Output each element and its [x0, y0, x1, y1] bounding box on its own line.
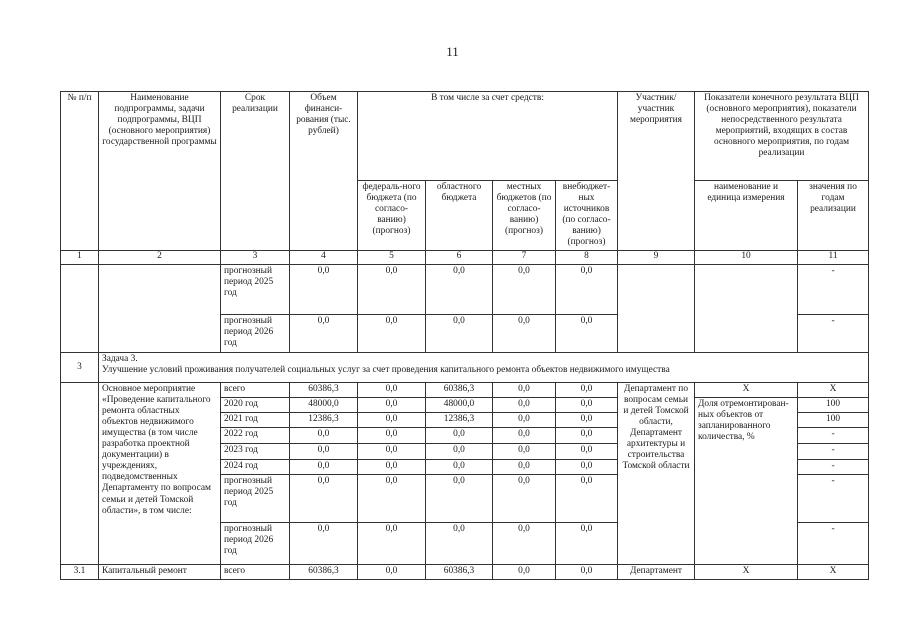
indicator-cell: Х: [695, 564, 798, 579]
header-name: Наименование подпрограммы, задачи подпрограммы, ВЦП (основного мероприятия) государственной программы: [99, 92, 221, 251]
extra-cell: 0,0: [556, 564, 618, 579]
table-row: [61, 382, 869, 397]
extra-cell: 0,0: [556, 522, 618, 564]
period-cell: 2020 год: [221, 397, 290, 412]
volume-cell: 60386,3: [290, 382, 358, 397]
page-number: 11: [446, 44, 459, 59]
period-cell: прогнозный период 2026 год: [221, 314, 290, 352]
empty-cell: [61, 264, 99, 352]
row-num: 3.1: [61, 564, 99, 579]
regional-cell: 0,0: [426, 522, 493, 564]
regional-cell: 48000,0: [426, 397, 493, 412]
col-num: 2: [99, 250, 221, 264]
regional-cell: 12386,3: [426, 412, 493, 427]
local-cell: 0,0: [493, 397, 556, 412]
value-cell: -: [798, 314, 869, 352]
federal-cell: 0,0: [358, 522, 426, 564]
empty-cell: [61, 382, 99, 564]
volume-cell: 12386,3: [290, 412, 358, 427]
indicator-cell: Х: [695, 382, 798, 397]
local-cell: 0,0: [493, 382, 556, 397]
local-cell: 0,0: [493, 474, 556, 522]
federal-cell: 0,0: [358, 397, 426, 412]
extra-cell: 0,0: [556, 382, 618, 397]
period-cell: всего: [221, 564, 290, 579]
value-cell: -: [798, 459, 869, 474]
value-cell: Х: [798, 382, 869, 397]
period-cell: прогнозный период 2026 год: [221, 522, 290, 564]
local-cell: 0,0: [493, 522, 556, 564]
local-cell: 0,0: [493, 314, 556, 352]
main-event-participant: Департамент по вопросам семьи и детей Томской области, Департамент архитектуры и строительства Томской области: [618, 382, 695, 564]
program-table: [60, 91, 869, 580]
empty-cell: [99, 264, 221, 352]
volume-cell: 0,0: [290, 459, 358, 474]
regional-cell: 0,0: [426, 474, 493, 522]
empty-cell: [695, 264, 798, 352]
volume-cell: 60386,3: [290, 564, 358, 579]
extra-cell: 0,0: [556, 443, 618, 459]
task-cell: [99, 352, 869, 382]
local-cell: 0,0: [493, 443, 556, 459]
period-cell: всего: [221, 382, 290, 397]
main-event-name: Основное мероприятие «Проведение капитального ремонта областных объектов недвижимого имущества (в том числе разработка проектной документации) в учреждениях, подведомственных Департаменту по вопросам семьи и детей Томской области», в том числе:: [99, 382, 221, 564]
value-cell: 100: [798, 397, 869, 412]
value-cell: 100: [798, 412, 869, 427]
col-num: 3: [221, 250, 290, 264]
federal-cell: 0,0: [358, 427, 426, 443]
column-numbers-row: [61, 250, 869, 264]
period-cell: 2022 год: [221, 427, 290, 443]
header-regional: областного бюджета: [426, 181, 493, 251]
participant-cell: Департамент: [618, 564, 695, 579]
value-cell: -: [798, 264, 869, 314]
regional-cell: 60386,3: [426, 564, 493, 579]
volume-cell: 0,0: [290, 443, 358, 459]
header-ind-values: значения по годам реализации: [798, 181, 869, 251]
col-num: 6: [426, 250, 493, 264]
local-cell: 0,0: [493, 264, 556, 314]
extra-cell: 0,0: [556, 397, 618, 412]
header-indicators: Показатели конечного результата ВЦП (основного мероприятия), показатели непосредственного результата мероприятий, входящих в состав основного мероприятия, по годам реализации: [695, 92, 869, 181]
header-volume: Объем финанси-рования (тыс. рублей): [290, 92, 358, 251]
header-ind-name: наименование и единица измерения: [695, 181, 798, 251]
header-row: [61, 92, 869, 181]
col-num: 4: [290, 250, 358, 264]
volume-cell: 0,0: [290, 474, 358, 522]
empty-cell: [618, 264, 695, 352]
col-num: 8: [556, 250, 618, 264]
volume-cell: 0,0: [290, 264, 358, 314]
table-row: [61, 264, 869, 314]
local-cell: 0,0: [493, 412, 556, 427]
regional-cell: 0,0: [426, 427, 493, 443]
task-text: Улучшение условий проживания получателей социальных услуг за счет проведения капитального ремонта объектов недвижимого имущества: [102, 364, 670, 375]
row-name: Капитальный ремонт: [99, 564, 221, 579]
task-num: 3: [61, 352, 99, 382]
federal-cell: 0,0: [358, 412, 426, 427]
local-cell: 0,0: [493, 459, 556, 474]
value-cell: -: [798, 427, 869, 443]
period-cell: 2023 год: [221, 443, 290, 459]
extra-cell: 0,0: [556, 459, 618, 474]
extra-cell: 0,0: [556, 474, 618, 522]
header-local: местных бюджетов (по согласо-ванию) (прогноз): [493, 181, 556, 251]
table-row: [61, 564, 869, 579]
regional-cell: 0,0: [426, 459, 493, 474]
header-extra: внебюджет-ных источников (по согласо-ванию) (прогноз): [556, 181, 618, 251]
task-title: Задача 3.: [102, 353, 138, 364]
header-federal: федераль-ного бюджета (по согласо-ванию) (прогноз): [358, 181, 426, 251]
federal-cell: 0,0: [358, 443, 426, 459]
federal-cell: 0,0: [358, 564, 426, 579]
col-num: 10: [695, 250, 798, 264]
volume-cell: 48000,0: [290, 397, 358, 412]
period-cell: 2021 год: [221, 412, 290, 427]
regional-cell: 0,0: [426, 314, 493, 352]
header-participant: Участник/ участник мероприятия: [618, 92, 695, 251]
federal-cell: 0,0: [358, 459, 426, 474]
period-cell: прогнозный период 2025 год: [221, 474, 290, 522]
col-num: 11: [798, 250, 869, 264]
task-row: [61, 352, 869, 382]
header-num: № п/п: [61, 92, 99, 251]
federal-cell: 0,0: [358, 314, 426, 352]
header-incl: В том числе за счет средств:: [358, 92, 618, 181]
local-cell: 0,0: [493, 564, 556, 579]
extra-cell: 0,0: [556, 427, 618, 443]
extra-cell: 0,0: [556, 412, 618, 427]
volume-cell: 0,0: [290, 427, 358, 443]
col-num: 9: [618, 250, 695, 264]
federal-cell: 0,0: [358, 382, 426, 397]
regional-cell: 0,0: [426, 443, 493, 459]
period-cell: 2024 год: [221, 459, 290, 474]
regional-cell: 0,0: [426, 264, 493, 314]
volume-cell: 0,0: [290, 522, 358, 564]
header-term: Срок реализации: [221, 92, 290, 251]
extra-cell: 0,0: [556, 264, 618, 314]
regional-cell: 60386,3: [426, 382, 493, 397]
value-cell: Х: [798, 564, 869, 579]
period-cell: прогнозный период 2025 год: [221, 264, 290, 314]
col-num: 5: [358, 250, 426, 264]
local-cell: 0,0: [493, 427, 556, 443]
col-num: 7: [493, 250, 556, 264]
value-cell: -: [798, 443, 869, 459]
federal-cell: 0,0: [358, 474, 426, 522]
main-event-indicator: Доля отремонтирован-ных объектов от запланированного количества, %: [695, 397, 798, 564]
federal-cell: 0,0: [358, 264, 426, 314]
col-num: 1: [61, 250, 99, 264]
value-cell: -: [798, 474, 869, 522]
value-cell: -: [798, 522, 869, 564]
extra-cell: 0,0: [556, 314, 618, 352]
volume-cell: 0,0: [290, 314, 358, 352]
